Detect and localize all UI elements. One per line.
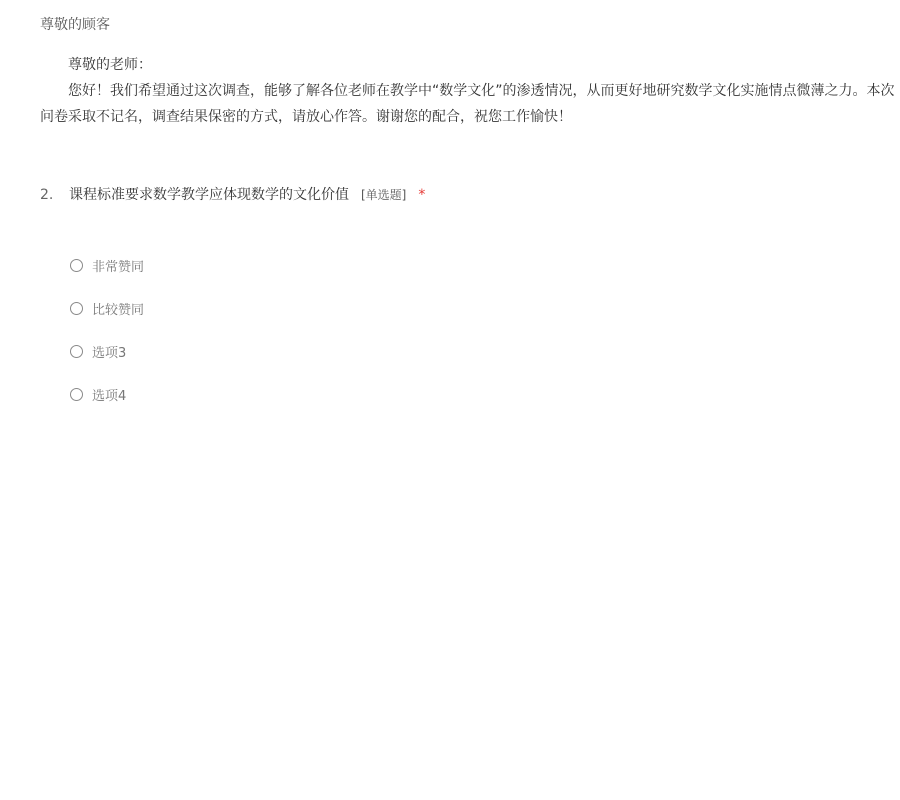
option-item[interactable] [70,340,144,362]
option-item[interactable] [70,383,144,405]
page-title: 尊敬的顾客 [40,17,110,33]
radio-button[interactable] [70,259,83,272]
options-list [70,254,144,426]
radio-button[interactable] [70,302,83,315]
radio-button[interactable] [70,388,83,401]
intro-section [40,52,898,130]
question-number: 2. [40,187,54,203]
option-label[interactable]: 非常赞同 [92,259,145,275]
option-label[interactable]: 选项3 [92,345,127,361]
radio-button[interactable] [70,345,83,358]
question-type-tag: [单选题] [361,188,407,202]
option-item[interactable] [70,297,144,319]
question-title: 课程标准要求数学教学应体现数学的文化价值 [69,187,349,203]
option-item[interactable] [70,254,144,276]
option-label[interactable]: 比较赞同 [92,302,145,318]
question-2 [40,183,880,207]
option-label[interactable]: 选项4 [92,388,127,404]
intro-salutation: 尊敬的老师： [68,57,152,73]
required-mark: * [418,187,426,203]
intro-body: 您好！我们希望通过这次调查，能够了解各位老师在教学中“数学文化”的渗透情况，从而更好地研究数学文化实施情点微薄之力。本次问卷采取不记名，调查结果保密的方式，请放心作答。谢谢您的配合，祝您工作愉快！ [40,83,895,125]
